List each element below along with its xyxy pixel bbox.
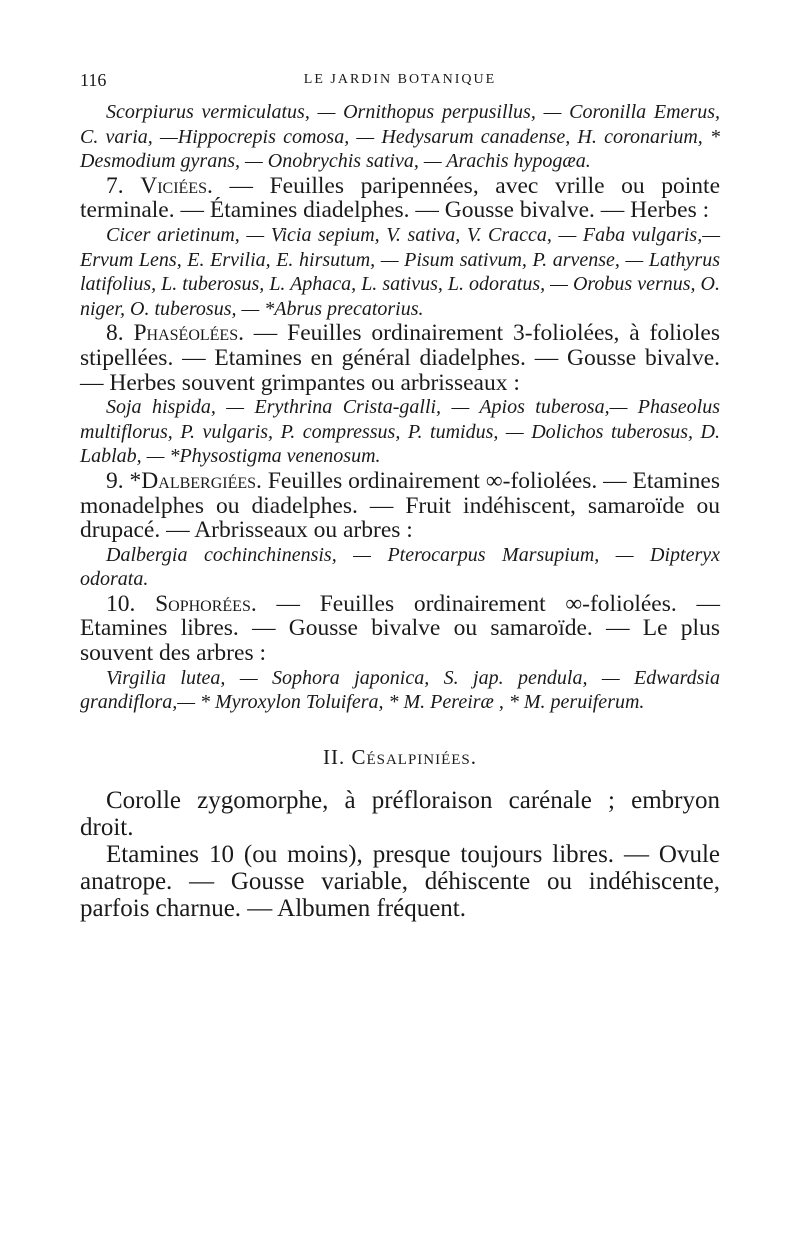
section-paragraph: Corolle zygomorphe, à préfloraison carénale ; embryon droit. [80,787,720,842]
species-list: Cicer arietinum, — Vicia sepium, V. sativa, V. Cracca, — Faba vulgaris,— Ervum Lens, E. Ervilia, E. hirsutum, — Pisum sativum, P. arvense, — Lathyrus latifolius, L. tuberosus, L. Aphaca, L. sativus, L. odoratus, — Orobus vernus, O. niger, O. tuberosus, — *Abrus precatorius. [80,223,720,320]
species-list: Virgilia lutea, — Sophora japonica, S. jap. pendula, — Edwardsia grandiflora,— * Myroxylon Toluifera, * M. Pereiræ , * M. peruiferum. [80,666,720,714]
tribe-description [80,321,720,395]
running-head [80,70,720,94]
tribe-name: *Dalbergiées. [129,467,262,494]
tribe-text: — Feuilles paripennées, avec vrille ou pointe terminale. — Étamines diadelphes. — Gousse bivalve. — Herbes : [80,172,720,224]
tribe-name: Sophorées. [155,590,257,617]
species-list: Scorpiurus vermiculatus, — Ornithopus perpusillus, — Coronilla Emerus, C. varia, —Hippocrepis comosa, — Hedysarum canadense, H. coronarium, * Desmodium gyrans, — Onobrychis sativa, — Arachis hypogæa. [80,101,720,173]
tribe-number: 8. [106,320,124,347]
running-title: LE JARDIN BOTANIQUE [303,72,497,87]
section-paragraph: Etamines 10 (ou moins), presque toujours libres. — Ovule anatrope. — Gousse variable, déhiscente ou indéhiscente, parfois charnue. — Albumen fréquent. [80,841,720,923]
tribe-number: 7. [106,172,124,199]
tribe-description [80,592,720,666]
tribe-text: — Feuilles ordinairement ∞-foliolées. — Etamines libres. — Gousse bivalve ou samaroïde. — Le plus souvent des arbres : [80,590,720,667]
page-number: 116 [80,70,107,90]
tribe-description [80,469,720,543]
tribe-name: Viciées. [140,172,213,199]
species-list: Dalbergia cochinchinensis, — Pterocarpus Marsupium, — Dipteryx odorata. [80,543,720,591]
tribe-description [80,174,720,223]
section-heading: II. Césalpiniées. [322,744,478,769]
species-list: Soja hispida, — Erythrina Crista-galli, — Apios tuberosa,— Phaseolus multiflorus, P. vulgaris, P. compressus, P. tumidus, — Dolichos tuberosus, D. Lablab, — *Physostigma venenosum. [80,396,720,468]
tribe-text: Feuilles ordinairement ∞-foliolées. — Etamines monadelphes ou diadelphes. — Fruit indéhiscent, samaroïde ou drupacé. — Arbrisseaux ou arbres : [80,467,721,544]
tribe-number: 9. [106,467,124,494]
body-text [80,100,720,922]
tribe-text: — Feuilles ordinairement 3-foliolées, à folioles stipellées. — Etamines en général diadelphes. — Gousse bivalve. — Herbes souvent grimpantes ou arbrisseaux : [80,320,721,396]
tribe-name: Phaséolées. [133,320,244,347]
tribe-number: 10. [106,590,136,617]
